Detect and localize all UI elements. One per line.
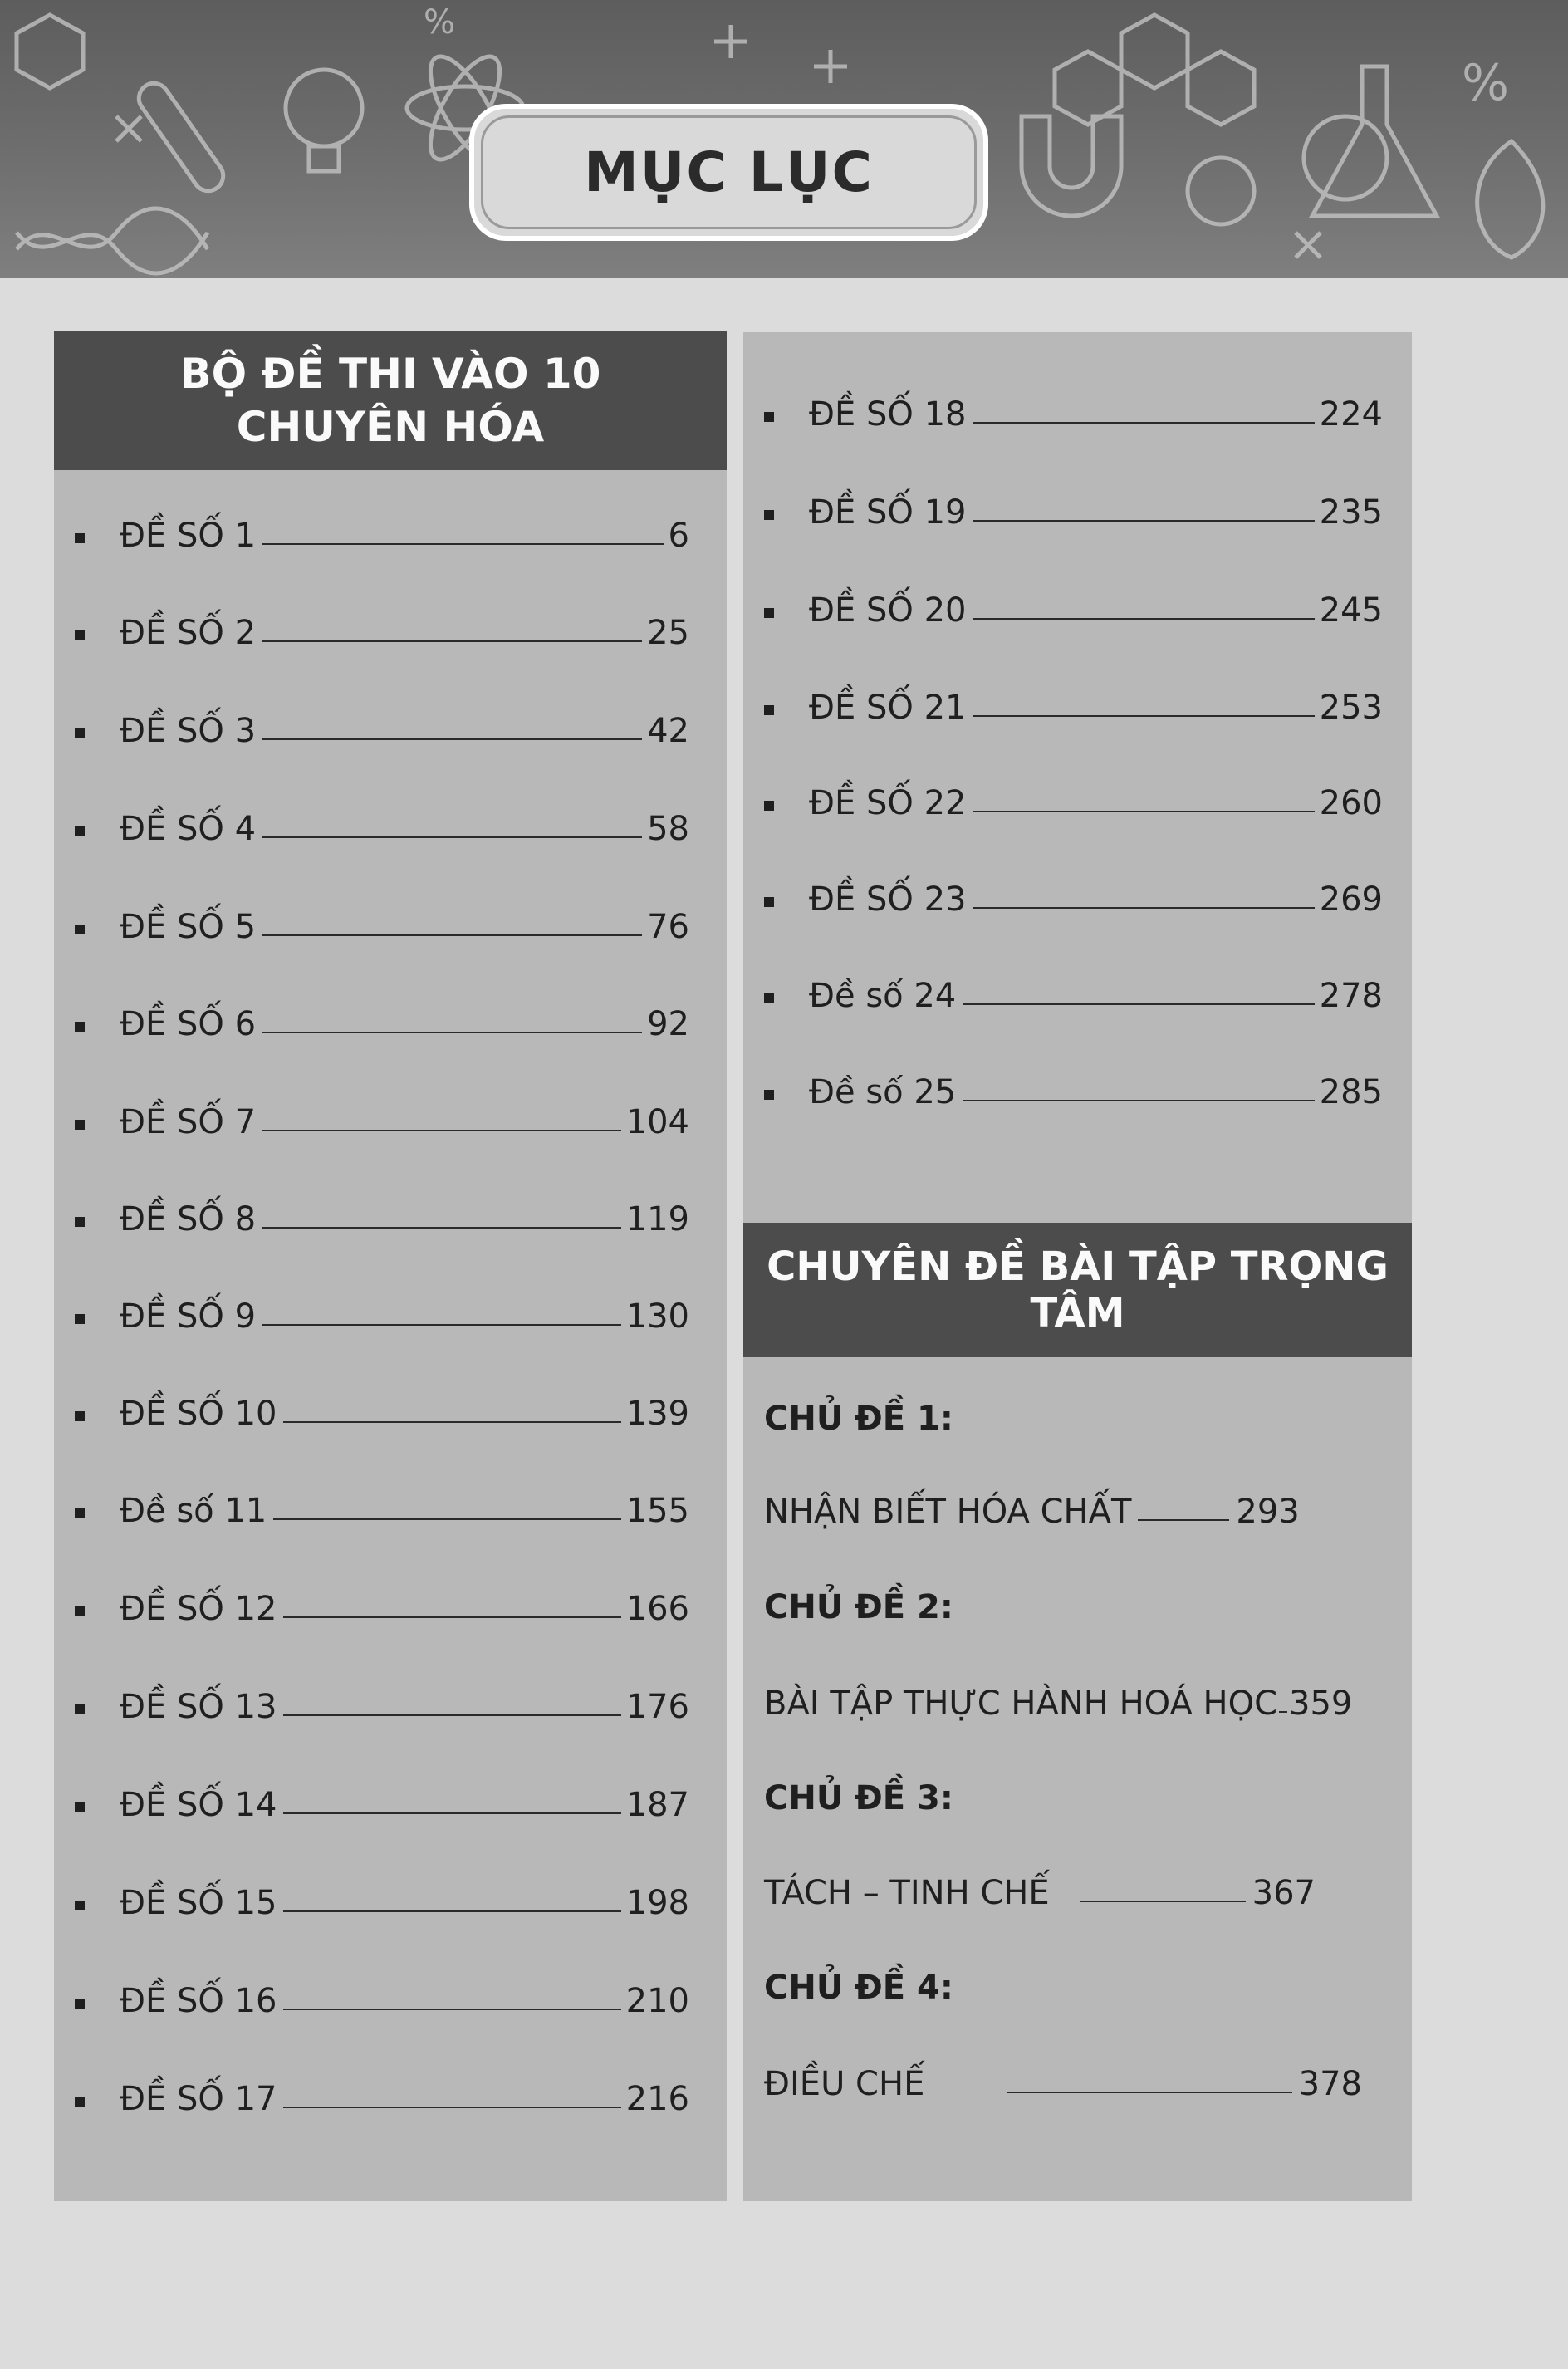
toc-item-page: 155 — [625, 1492, 689, 1530]
bullet-icon — [75, 1120, 85, 1130]
toc-item-page: 42 — [647, 712, 689, 750]
toc-item-label: ĐỀ SỐ 8 — [120, 1200, 257, 1238]
topic-item[interactable] — [764, 1874, 1362, 1912]
bullet-icon — [75, 728, 85, 738]
toc-item-page: 176 — [625, 1688, 689, 1726]
toc-item-label: Đề số 11 — [120, 1492, 267, 1530]
toc-item-label: ĐỀ SỐ 13 — [120, 1688, 277, 1726]
toc-item-label: ĐỀ SỐ 1 — [120, 517, 257, 555]
leader-line — [262, 640, 642, 642]
toc-item-label: ĐỀ SỐ 4 — [120, 810, 257, 848]
toc-item-label: ĐỀ SỐ 21 — [809, 689, 967, 727]
toc-item-page: 130 — [625, 1297, 689, 1336]
topic-name: ĐIỀU CHẾ — [764, 2065, 925, 2103]
toc-item-label: ĐỀ SỐ 6 — [120, 1005, 257, 1043]
toc-item-page: 224 — [1319, 395, 1383, 434]
leader-line — [262, 1032, 642, 1033]
bullet-icon — [75, 1999, 85, 2008]
leader-line — [262, 738, 642, 740]
svg-text:%: % — [1462, 54, 1510, 112]
bullet-icon — [75, 533, 85, 543]
toc-item[interactable] — [764, 1062, 1383, 1111]
page-title-box — [469, 104, 988, 241]
topic-page: 293 — [1236, 1493, 1300, 1531]
toc-item-page: 139 — [625, 1395, 689, 1433]
toc-item[interactable] — [764, 384, 1383, 434]
toc-item-page: 119 — [625, 1200, 689, 1238]
right-section-header — [743, 1223, 1412, 1357]
leader-line — [283, 2107, 620, 2108]
toc-item[interactable] — [75, 505, 689, 555]
leader-line — [262, 543, 664, 545]
leader-line — [283, 1714, 620, 1716]
leader-line — [963, 1003, 1314, 1005]
toc-item[interactable] — [764, 677, 1383, 727]
bullet-icon — [75, 1704, 85, 1714]
bullet-icon — [764, 412, 774, 422]
svg-text:%: % — [424, 3, 456, 42]
leader-line — [973, 715, 1314, 717]
bullet-icon — [764, 897, 774, 907]
toc-item[interactable] — [75, 1578, 689, 1628]
toc-item-label: ĐỀ SỐ 22 — [809, 784, 967, 822]
toc-item-label: ĐỀ SỐ 2 — [120, 614, 257, 652]
topic-page: 378 — [1298, 2065, 1362, 2103]
toc-item[interactable] — [75, 1383, 689, 1433]
leader-line — [973, 618, 1314, 620]
toc-item-label: ĐỀ SỐ 9 — [120, 1297, 257, 1336]
toc-item-page: 278 — [1319, 977, 1383, 1015]
toc-item[interactable] — [75, 1091, 689, 1141]
bullet-icon — [75, 1217, 85, 1227]
toc-item-page: 166 — [625, 1590, 689, 1628]
topic-item[interactable] — [764, 1685, 1362, 1723]
toc-item-page: 216 — [625, 2080, 689, 2118]
leader-line — [283, 1421, 620, 1423]
left-section-header — [54, 331, 727, 470]
toc-item-page: 58 — [647, 810, 689, 848]
toc-item-label: ĐỀ SỐ 3 — [120, 712, 257, 750]
toc-item-label: ĐỀ SỐ 19 — [809, 493, 967, 532]
toc-item-page: 285 — [1319, 1073, 1383, 1111]
topic-name: BÀI TẬP THỰC HÀNH HOÁ HỌC — [764, 1685, 1278, 1723]
toc-item-page: 198 — [625, 1884, 689, 1922]
leader-line — [283, 2008, 620, 2010]
topic-page: 367 — [1252, 1874, 1316, 1912]
toc-item-page: 6 — [668, 517, 689, 555]
toc-item[interactable] — [75, 896, 689, 946]
leader-line — [1279, 1711, 1287, 1713]
toc-item[interactable] — [75, 1872, 689, 1922]
topic-heading: CHỦ ĐỀ 3: — [764, 1779, 953, 1817]
topic-name: TÁCH – TINH CHẾ — [764, 1874, 1050, 1912]
toc-item-label: ĐỀ SỐ 23 — [809, 880, 967, 919]
leader-line — [262, 1227, 621, 1229]
toc-item[interactable] — [764, 580, 1383, 630]
bullet-icon — [764, 1090, 774, 1100]
leader-line — [1007, 2092, 1291, 2093]
toc-item[interactable] — [75, 700, 689, 750]
toc-item-label: Đề số 25 — [809, 1073, 957, 1111]
topic-page: 359 — [1289, 1685, 1353, 1723]
toc-item-page: 104 — [625, 1103, 689, 1141]
left-header-line-2: CHUYÊN HÓA — [236, 403, 545, 451]
toc-item-page: 187 — [625, 1786, 689, 1824]
leader-line — [963, 1100, 1314, 1101]
toc-item[interactable] — [75, 1676, 689, 1726]
toc-item[interactable] — [764, 869, 1383, 919]
toc-item[interactable] — [75, 602, 689, 652]
leader-line — [262, 1324, 621, 1326]
bullet-icon — [75, 1802, 85, 1812]
toc-item[interactable] — [764, 965, 1383, 1015]
leader-line — [973, 520, 1314, 522]
toc-item[interactable] — [75, 1774, 689, 1824]
bullet-icon — [75, 1314, 85, 1324]
leader-line — [262, 934, 642, 936]
topic-heading: CHỦ ĐỀ 4: — [764, 1969, 953, 2007]
toc-item-label: ĐỀ SỐ 5 — [120, 908, 257, 946]
leader-line — [262, 836, 642, 838]
topic-heading: CHỦ ĐỀ 2: — [764, 1588, 953, 1626]
toc-item[interactable] — [75, 993, 689, 1043]
toc-item-page: 235 — [1319, 493, 1383, 532]
leader-line — [973, 811, 1314, 812]
toc-item[interactable] — [75, 2068, 689, 2118]
toc-item[interactable] — [764, 482, 1383, 532]
topic-item[interactable] — [764, 2065, 1362, 2103]
toc-item-label: ĐỀ SỐ 12 — [120, 1590, 277, 1628]
leader-line — [283, 1910, 620, 1912]
bullet-icon — [75, 630, 85, 640]
toc-item-label: ĐỀ SỐ 15 — [120, 1884, 277, 1922]
bullet-icon — [75, 826, 85, 836]
toc-item-page: 253 — [1319, 689, 1383, 727]
toc-item-page: 210 — [625, 1982, 689, 2020]
toc-item-page: 245 — [1319, 591, 1383, 630]
page-title: MỤC LỤC — [584, 140, 874, 204]
leader-line — [1080, 1901, 1246, 1902]
bullet-icon — [75, 1901, 85, 1910]
toc-item-label: ĐỀ SỐ 17 — [120, 2080, 277, 2118]
leader-line — [283, 1812, 620, 1814]
bullet-icon — [75, 925, 85, 934]
toc-item-page: 25 — [647, 614, 689, 652]
toc-item-label: ĐỀ SỐ 20 — [809, 591, 967, 630]
toc-item[interactable] — [75, 1970, 689, 2020]
leader-line — [1138, 1519, 1229, 1521]
bullet-icon — [75, 1508, 85, 1518]
bullet-icon — [75, 1411, 85, 1421]
toc-item-label: ĐỀ SỐ 16 — [120, 1982, 277, 2020]
leader-line — [283, 1616, 620, 1618]
leader-line — [973, 422, 1314, 424]
right-header-text: CHUYÊN ĐỀ BÀI TẬP TRỌNG TÂM — [767, 1243, 1389, 1337]
toc-item-label: ĐỀ SỐ 10 — [120, 1395, 277, 1433]
bullet-icon — [764, 993, 774, 1003]
bullet-icon — [75, 1022, 85, 1032]
topic-item[interactable] — [764, 1493, 1362, 1531]
topic-name: NHẬN BIẾT HÓA CHẤT — [764, 1493, 1132, 1531]
left-header-line-1: BỘ ĐỀ THI VÀO 10 — [179, 350, 601, 398]
toc-item-page: 260 — [1319, 784, 1383, 822]
bullet-icon — [764, 510, 774, 520]
toc-item-page: 269 — [1319, 880, 1383, 919]
toc-item-label: ĐỀ SỐ 14 — [120, 1786, 277, 1824]
leader-line — [262, 1130, 621, 1131]
toc-item-label: Đề số 24 — [809, 977, 957, 1015]
leader-line — [973, 907, 1314, 909]
bullet-icon — [75, 1606, 85, 1616]
toc-item[interactable] — [75, 798, 689, 848]
toc-item-label: ĐỀ SỐ 18 — [809, 395, 967, 434]
header-banner — [0, 0, 1568, 278]
leader-line — [273, 1518, 620, 1520]
bullet-icon — [764, 608, 774, 618]
toc-item-page: 76 — [647, 908, 689, 946]
bullet-icon — [75, 2097, 85, 2107]
topic-heading: CHỦ ĐỀ 1: — [764, 1400, 953, 1438]
bullet-icon — [764, 801, 774, 811]
toc-item[interactable] — [764, 772, 1383, 822]
toc-item[interactable] — [75, 1480, 689, 1530]
toc-item-page: 92 — [647, 1005, 689, 1043]
toc-item[interactable] — [75, 1189, 689, 1238]
toc-item[interactable] — [75, 1286, 689, 1336]
toc-item-label: ĐỀ SỐ 7 — [120, 1103, 257, 1141]
bullet-icon — [764, 705, 774, 715]
